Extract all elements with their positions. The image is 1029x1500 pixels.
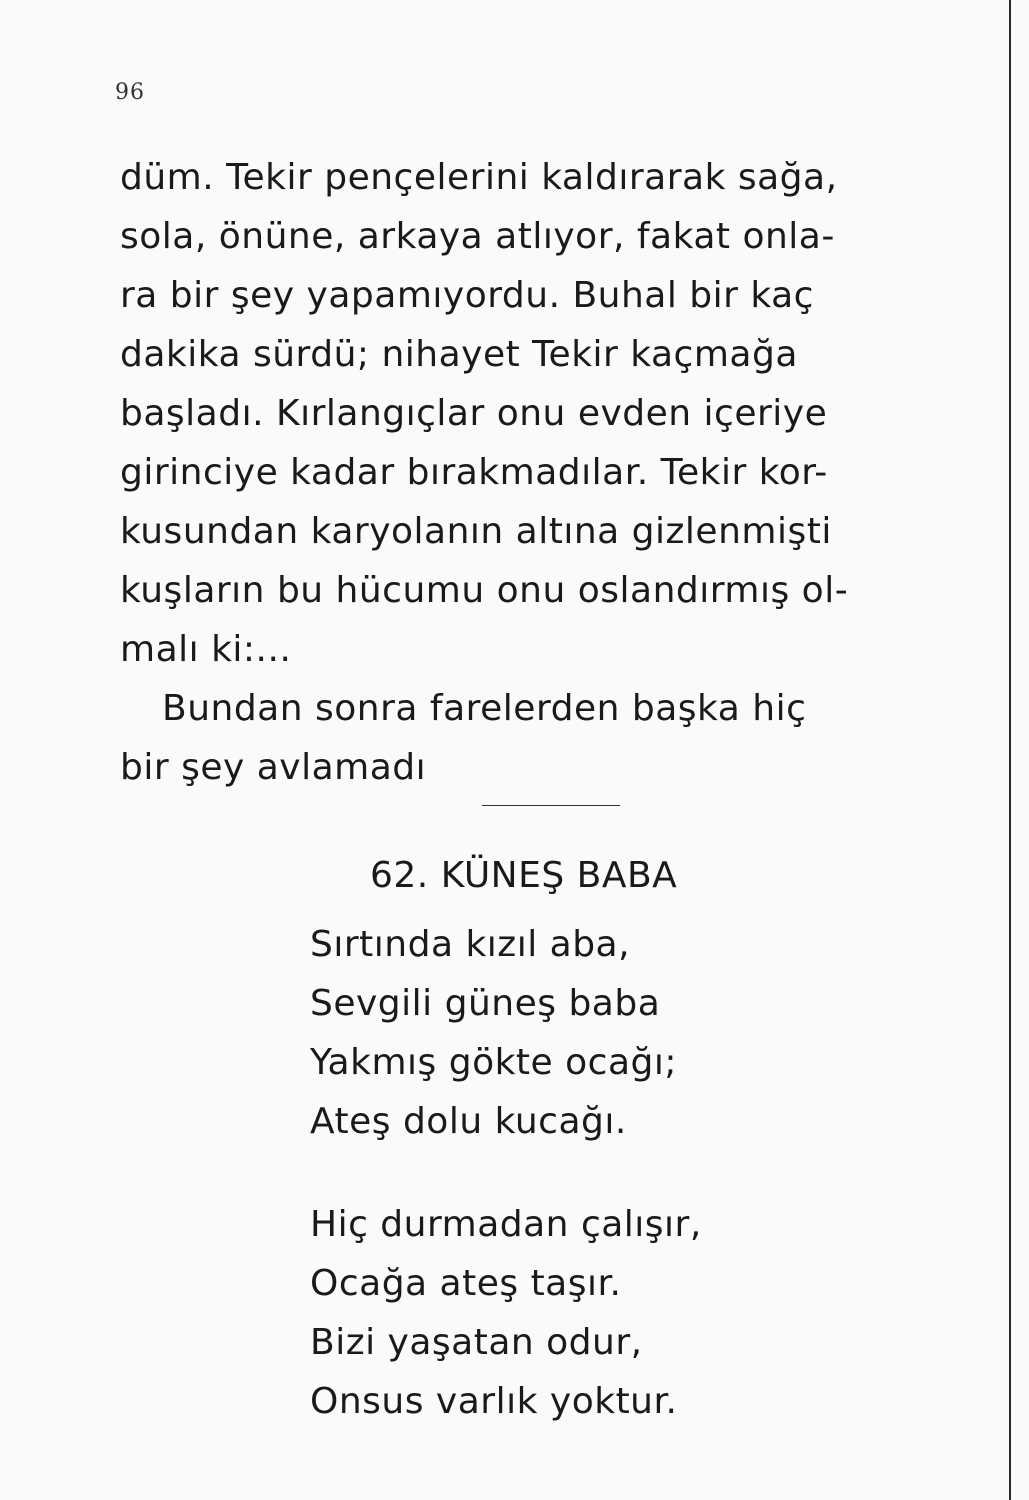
prose-line: girinciye kadar bırakmadılar. Tekir kor- bbox=[120, 452, 828, 493]
prose-block bbox=[120, 148, 970, 797]
prose-line: kuşların bu hücumu onu oslandırmış ol- bbox=[120, 570, 849, 611]
poem-line: Ateş dolu kucağı. bbox=[310, 1101, 627, 1142]
poem-stanza bbox=[310, 1195, 702, 1431]
prose-line: sola, önüne, arkaya atlıyor, fakat onla- bbox=[120, 216, 835, 257]
poem-line: Bizi yaşatan odur, bbox=[310, 1322, 643, 1363]
prose-line: bir şey avlamadı bbox=[120, 747, 427, 788]
section-divider bbox=[482, 805, 620, 806]
poem-line: Sırtında kızıl aba, bbox=[310, 924, 631, 965]
prose-line: dakika sürdü; nihayet Tekir kaçmağa bbox=[120, 334, 798, 375]
page-number: 96 bbox=[115, 80, 145, 105]
prose-line: ra bir şey yapamıyordu. Buhal bir kaç bbox=[120, 275, 814, 316]
prose-line: Bundan sonra farelerden başka hiç bbox=[162, 688, 807, 729]
prose-line: kusundan karyolanın altına gizlenmişti bbox=[120, 511, 832, 552]
poem-stanza bbox=[310, 915, 677, 1151]
poem-line: Sevgili güneş baba bbox=[310, 983, 661, 1024]
prose-line: düm. Tekir pençelerini kaldırarak sağa, bbox=[120, 157, 838, 198]
poem-line: Onsus varlık yoktur. bbox=[310, 1381, 678, 1422]
poem-line: Ocağa ateş taşır. bbox=[310, 1263, 622, 1304]
page-edge-line bbox=[1009, 0, 1011, 1500]
poem-line: Hiç durmadan çalışır, bbox=[310, 1204, 702, 1245]
prose-line: başladı. Kırlangıçlar onu evden içeriye bbox=[120, 393, 828, 434]
prose-line: malı ki:... bbox=[120, 629, 292, 670]
poem-line: Yakmış gökte ocağı; bbox=[310, 1042, 678, 1083]
poem-title: 62. KÜNEŞ BABA bbox=[370, 855, 678, 896]
